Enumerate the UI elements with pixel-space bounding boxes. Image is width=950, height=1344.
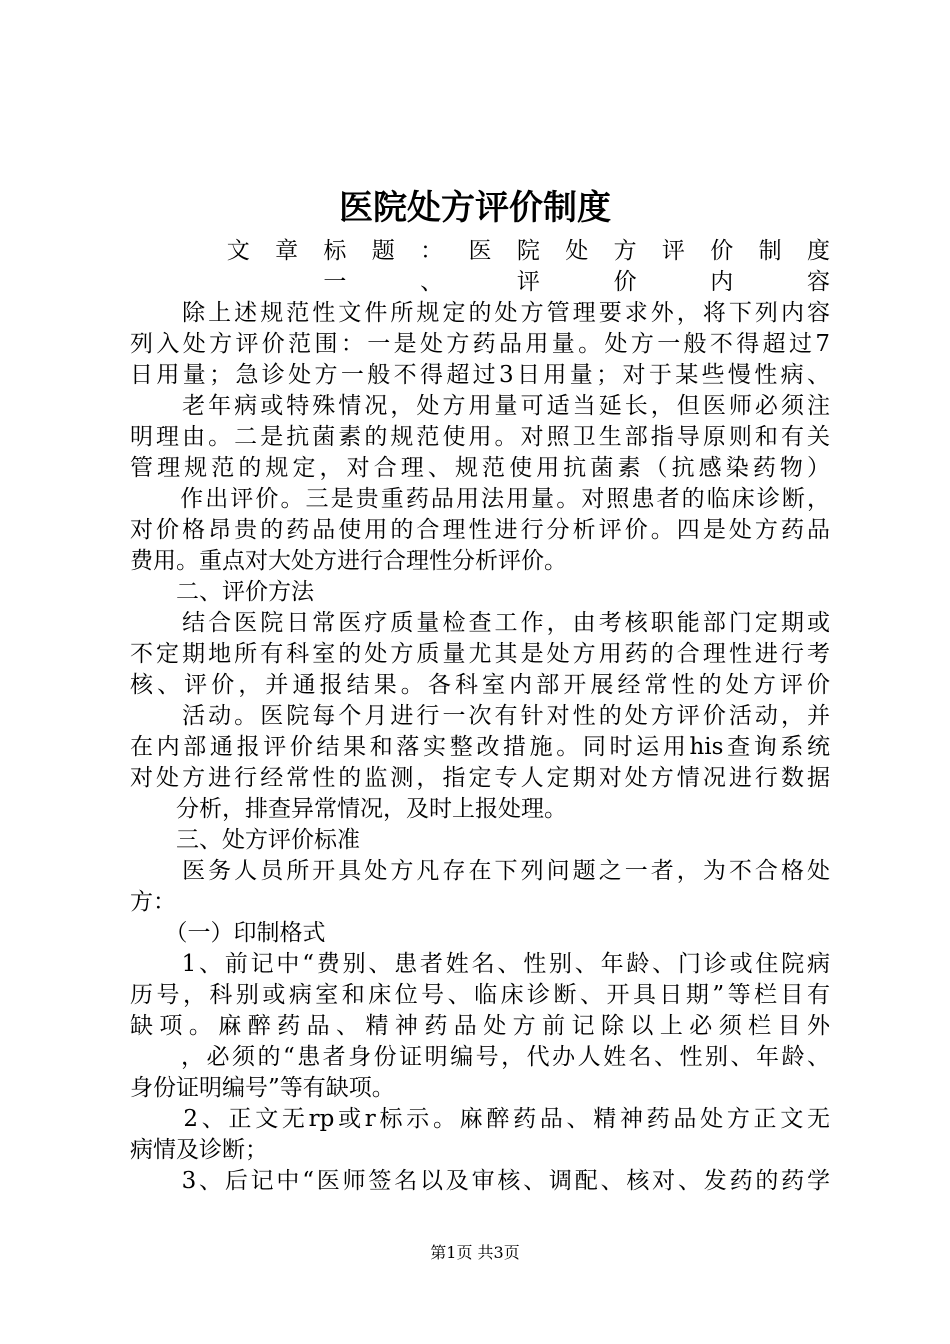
document-title: 医院处方评价制度 bbox=[339, 188, 611, 228]
text-line: 作出评价。三是贵重药品用法用量。对照患者的临床诊断， bbox=[130, 486, 830, 512]
text-line: 日用量；急诊处方一般不得超过3日用量；对于某些慢性病、 bbox=[130, 362, 830, 388]
text-line: 核、评价，并通报结果。各科室内部开展经常性的处方评价 bbox=[130, 672, 830, 698]
text-line: 医务人员所开具处方凡存在下列问题之一者，为不合格处 bbox=[130, 858, 830, 884]
text-line: 活动。医院每个月进行一次有针对性的处方评价活动，并 bbox=[130, 703, 830, 729]
section-heading: 三、处方评价标准 bbox=[130, 827, 360, 853]
text-line: 分析，排查异常情况，及时上报处理。 bbox=[130, 796, 567, 822]
text-line: 对价格昂贵的药品使用的合理性进行分析评价。四是处方药品 bbox=[130, 517, 830, 543]
text-line: 管理规范的规定，对合理、规范使用抗菌素（抗感染药物） bbox=[130, 455, 830, 481]
text-line: 结合医院日常医疗质量检查工作，由考核职能部门定期或 bbox=[130, 610, 830, 636]
text-line: 缺项。麻醉药品、精神药品处方前记除以上必须栏目外 bbox=[130, 1013, 830, 1039]
text-line: 2、正文无rp或r标示。麻醉药品、精神药品处方正文无 bbox=[130, 1106, 830, 1132]
text-line: 身份证明编号”等有缺项。 bbox=[130, 1075, 395, 1101]
text-line: 病情及诊断； bbox=[130, 1137, 268, 1163]
text-line: 3、后记中“医师签名以及审核、调配、核对、发药的药学 bbox=[130, 1168, 830, 1194]
text-line: 历号，科别或病室和床位号、临床诊断、开具日期”等栏目有 bbox=[130, 982, 830, 1008]
text-line: 文章标题：医院处方评价制度 bbox=[130, 238, 830, 264]
page-number-footer: 第1页 共3页 bbox=[430, 1243, 520, 1262]
text-line: 1、前记中“费别、患者姓名、性别、年龄、门诊或住院病 bbox=[130, 951, 830, 977]
text-line: 在内部通报评价结果和落实整改措施。同时运用his查询系统 bbox=[130, 734, 830, 760]
text-line: 列入处方评价范围：一是处方药品用量。处方一般不得超过7 bbox=[130, 331, 830, 357]
text-line: 对处方进行经常性的监测，指定专人定期对处方情况进行数据 bbox=[130, 765, 830, 791]
text-line: ，必须的“患者身份证明编号，代办人姓名、性别、年龄、 bbox=[130, 1044, 830, 1070]
subsection-heading: （一）印制格式 bbox=[130, 920, 326, 946]
text-line: 一、评价内容 bbox=[130, 269, 830, 295]
text-line: 方： bbox=[130, 889, 176, 915]
text-line: 明理由。二是抗菌素的规范使用。对照卫生部指导原则和有关 bbox=[130, 424, 830, 450]
text-line: 不定期地所有科室的处方质量尤其是处方用药的合理性进行考 bbox=[130, 641, 830, 667]
text-line: 费用。重点对大处方进行合理性分析评价。 bbox=[130, 548, 567, 574]
section-heading: 二、评价方法 bbox=[130, 579, 314, 605]
text-line: 老年病或特殊情况，处方用量可适当延长，但医师必须注 bbox=[130, 393, 830, 419]
text-line: 除上述规范性文件所规定的处方管理要求外，将下列内容 bbox=[130, 300, 830, 326]
